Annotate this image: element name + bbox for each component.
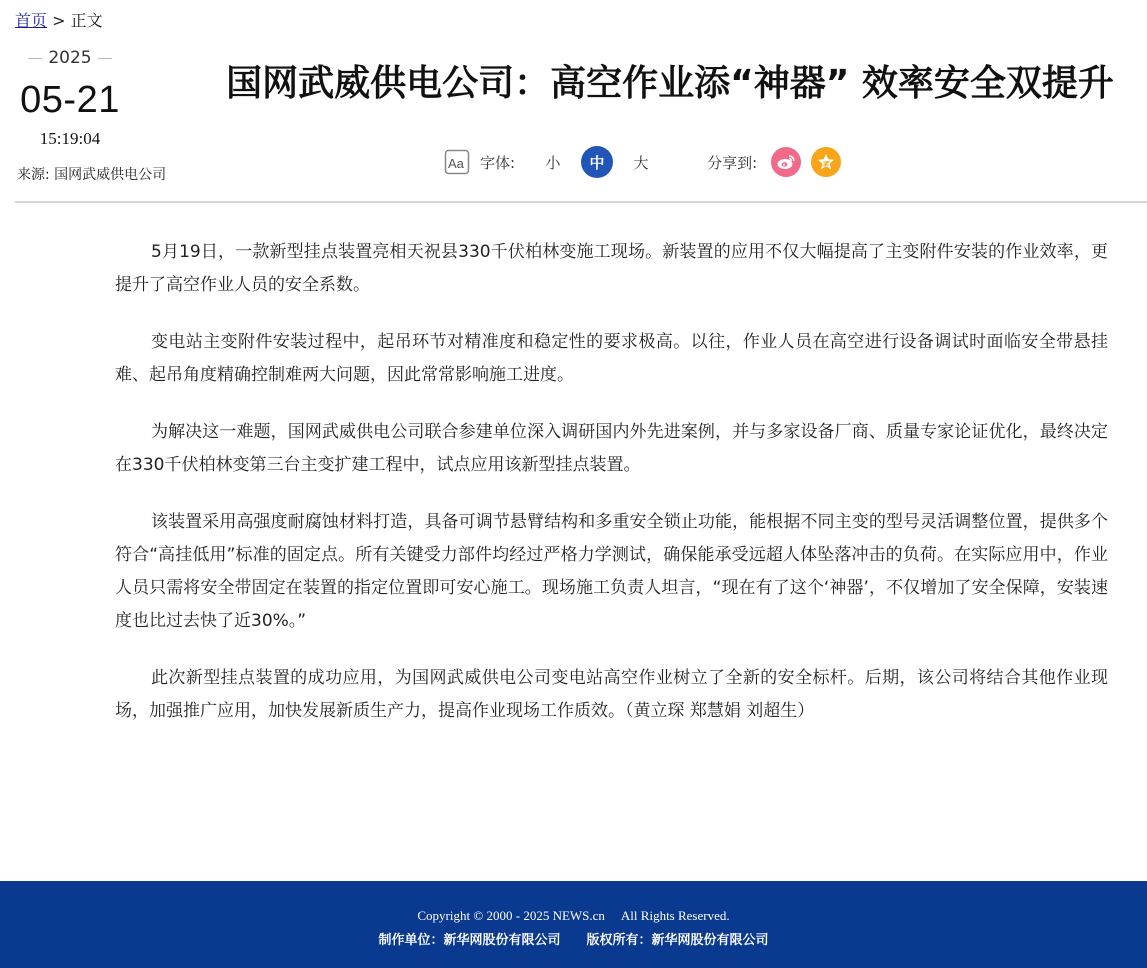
article-paragraph: 此次新型挂点装置的成功应用，为国网武威供电公司变电站高空作业树立了全新的安全标杆。后期，该公司将结合其他作业现场，加强推广应用，加快发展新质生产力，提高作业现场工作质效。（黄立琛 郑慧娟 刘超生） (115, 668, 1108, 721)
source-label: 来源: (17, 167, 50, 183)
article-paragraph: 5月19日，一款新型挂点装置亮相天祝县330千伏柏林变施工现场。新装置的应用不仅大幅提高了主变附件安装的作业效率，更提升了高空作业人员的安全系数。 (115, 242, 1108, 295)
article-source (17, 164, 166, 186)
font-size-icon (444, 149, 470, 175)
share-label: 分享到: (707, 153, 758, 172)
publish-year: 2025 (48, 48, 92, 68)
footer-owner: 版权所有：新华网股份有限公司 (586, 933, 769, 948)
weibo-share-button[interactable] (771, 147, 801, 177)
publish-date (15, 46, 125, 150)
footer-rights: All Rights Reserved. (620, 908, 730, 923)
breadcrumb-separator: > (52, 11, 66, 30)
footer-producer: 制作单位：新华网股份有限公司 (378, 933, 561, 948)
font-size-large-button[interactable]: 大 (633, 153, 649, 172)
breadcrumb-current: 正文 (70, 11, 103, 30)
article-title: 国网武威供电公司：高空作业添“神器” 效率安全双提升 (226, 63, 1114, 104)
weibo-icon (776, 153, 796, 171)
year-row (15, 46, 125, 70)
article-paragraph: 该装置采用高强度耐腐蚀材料打造，具备可调节悬臂结构和多重安全锁止功能，能根据不同主变的型号灵活调整位置，提供多个符合“高挂低用”标准的固定点。所有关键受力部件均经过严格力学测试，确保能承受远超人体坠落冲击的负荷。在实际应用中，作业人员只需将安全带固定在装置的指定位置即可安心施工。现场施工负责人坦言，“现在有了这个‘神器’，不仅增加了安全保障，安装速度也比过去快了近30%。” (115, 512, 1108, 631)
source-name: 国网武威供电公司 (54, 167, 167, 183)
publish-time: 15:19:04 (39, 129, 101, 148)
qzone-star-icon (816, 152, 836, 172)
font-size-label: 字体: (480, 153, 516, 172)
publish-month-day: 05-21 (20, 79, 120, 121)
font-size-medium-button[interactable]: 中 (581, 146, 613, 178)
article-body (115, 236, 1108, 752)
breadcrumb-home-link[interactable]: 首页 (15, 11, 48, 30)
site-footer (0, 881, 1147, 968)
article-paragraph: 为解决这一难题，国网武威供电公司联合参建单位深入调研国内外先进案例，并与多家设备厂商、质量专家论证优化，最终决定在330千伏柏林变第三台主变扩建工程中，试点应用该新型挂点装置。 (115, 422, 1108, 475)
footer-credits-line (0, 932, 1147, 950)
footer-copyright-line (0, 907, 1147, 925)
svg-text:Aa: Aa (448, 156, 464, 171)
year-dash-right (98, 58, 112, 59)
header-divider (15, 201, 1147, 203)
qzone-share-button[interactable] (811, 147, 841, 177)
footer-copyright: Copyright © 2000 - 2025 NEWS.cn (417, 908, 605, 923)
article-paragraph: 变电站主变附件安装过程中，起吊环节对精准度和稳定性的要求极高。以往，作业人员在高空进行设备调试时面临安全带悬挂难、起吊角度精确控制难两大问题，因此常常影响施工进度。 (115, 332, 1108, 385)
year-dash-left (28, 58, 42, 59)
article-toolbar (444, 146, 851, 178)
breadcrumb (15, 10, 103, 32)
font-size-small-button[interactable]: 小 (545, 153, 561, 172)
